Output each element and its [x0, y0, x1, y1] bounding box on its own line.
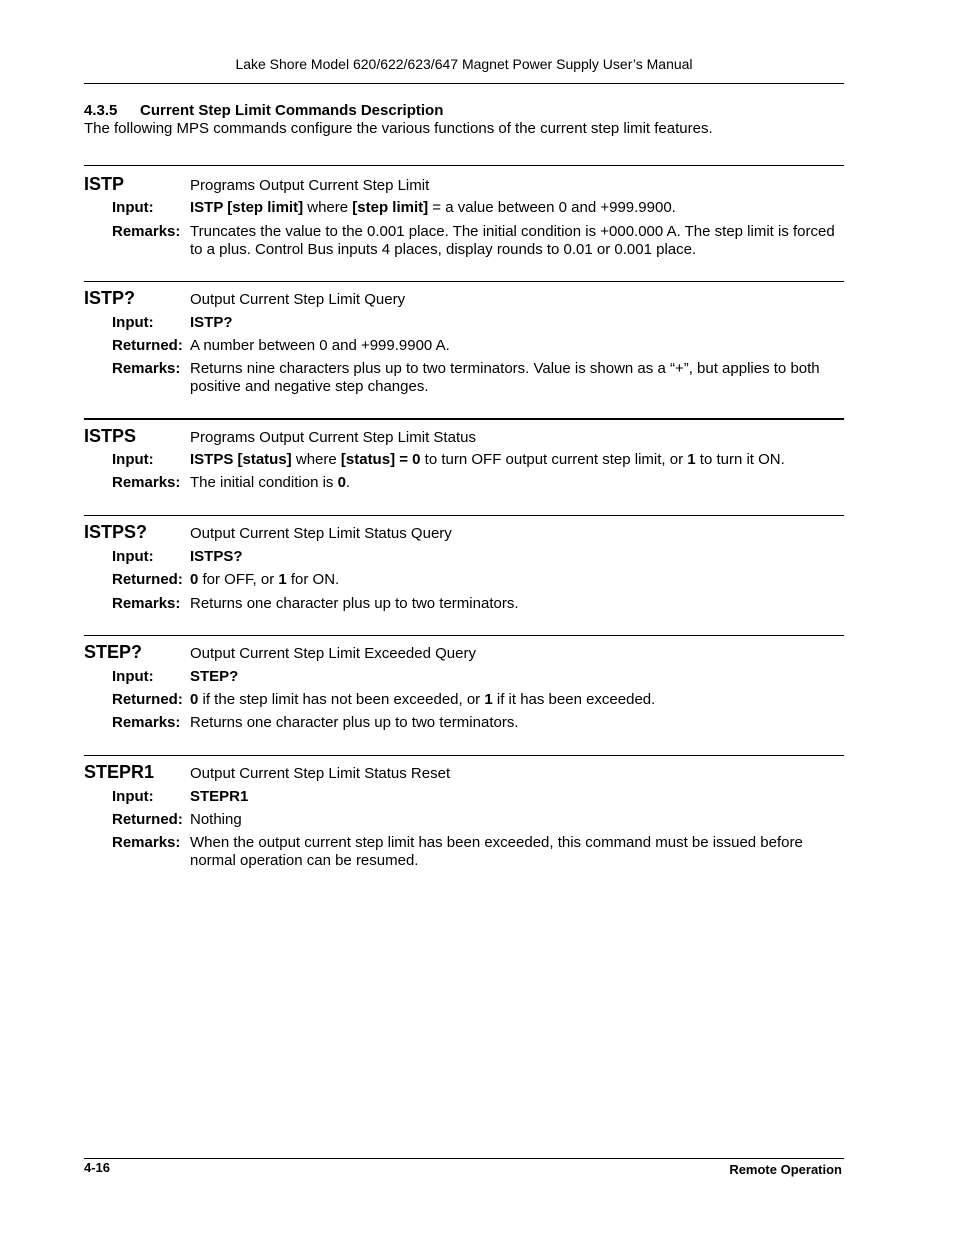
command-divider [84, 165, 844, 166]
command-description: Output Current Step Limit Status Reset [190, 765, 451, 782]
remarks-value: When the output current step limit has been exceeded, this command must be issued before normal operation can be resumed. [190, 834, 803, 869]
remarks-label: Remarks: [112, 834, 181, 851]
command-divider [84, 418, 844, 420]
command-description: Programs Output Current Step Limit Status [190, 429, 476, 446]
command-description: Output Current Step Limit Status Query [190, 525, 452, 542]
input-label: Input: [112, 314, 154, 331]
input-label: Input: [112, 199, 154, 216]
section-number: 4.3.5 [84, 102, 118, 119]
input-value: ISTPS? [190, 548, 243, 565]
returned-value: 0 for OFF, or 1 for ON. [190, 571, 340, 588]
remarks-label: Remarks: [112, 223, 181, 240]
command-name: ISTP? [84, 288, 136, 308]
header-rule [84, 83, 844, 84]
command-name: ISTP [84, 174, 125, 194]
remarks-value: Returns one character plus up to two terminators. [190, 595, 519, 612]
returned-value: Nothing [190, 811, 242, 828]
remarks-label: Remarks: [112, 595, 181, 612]
command-description: Programs Output Current Step Limit [190, 177, 430, 194]
input-value: ISTP [step limit] where [step limit] = a value between 0 and +999.9900. [190, 199, 676, 216]
input-value: ISTP? [190, 314, 233, 331]
command-divider [84, 755, 844, 756]
remarks-label: Remarks: [112, 360, 181, 377]
section-title: Current Step Limit Commands Description [140, 102, 444, 119]
returned-label: Returned: [112, 571, 183, 588]
footer-page-number: 4-16 [84, 1160, 111, 1175]
command-description: Output Current Step Limit Query [190, 291, 406, 308]
remarks-value: Returns one character plus up to two terminators. [190, 714, 519, 731]
footer-rule [84, 1158, 844, 1159]
input-value: STEP? [190, 668, 239, 685]
input-label: Input: [112, 548, 154, 565]
returned-label: Returned: [112, 337, 183, 354]
command-divider [84, 515, 844, 516]
input-label: Input: [112, 451, 154, 468]
input-value: STEPR1 [190, 788, 249, 805]
returned-label: Returned: [112, 811, 183, 828]
remarks-value: The initial condition is 0. [190, 474, 351, 491]
section-heading [84, 102, 443, 119]
footer-chapter: Remote Operation [729, 1162, 842, 1177]
remarks-label: Remarks: [112, 714, 181, 731]
command-divider [84, 635, 844, 636]
remarks-label: Remarks: [112, 474, 181, 491]
returned-value: A number between 0 and +999.9900 A. [190, 337, 450, 354]
section-intro: The following MPS commands configure the various functions of the current step limit features. [84, 120, 713, 137]
command-name: ISTPS [84, 426, 137, 446]
command-name: ISTPS? [84, 522, 148, 542]
input-label: Input: [112, 788, 154, 805]
command-name: STEP? [84, 642, 143, 662]
input-value: ISTPS [status] where [status] = 0 to turn OFF output current step limit, or 1 to turn it ON. [190, 451, 785, 468]
input-label: Input: [112, 668, 154, 685]
command-divider [84, 281, 844, 282]
remarks-value: Truncates the value to the 0.001 place. The initial condition is +000.000 A. The step limit is forced to a plus. Control Bus inputs 4 places, display rounds to 0.01 or 0.001 place. [190, 223, 835, 258]
command-name: STEPR1 [84, 762, 155, 782]
remarks-value: Returns nine characters plus up to two terminators. Value is shown as a “+”, but applies to both positive and negative step changes. [190, 360, 820, 395]
returned-value: 0 if the step limit has not been exceeded, or 1 if it has been exceeded. [190, 691, 656, 708]
page-header-title: Lake Shore Model 620/622/623/647 Magnet Power Supply User’s Manual [235, 56, 693, 72]
command-description: Output Current Step Limit Exceeded Query [190, 645, 476, 662]
returned-label: Returned: [112, 691, 183, 708]
